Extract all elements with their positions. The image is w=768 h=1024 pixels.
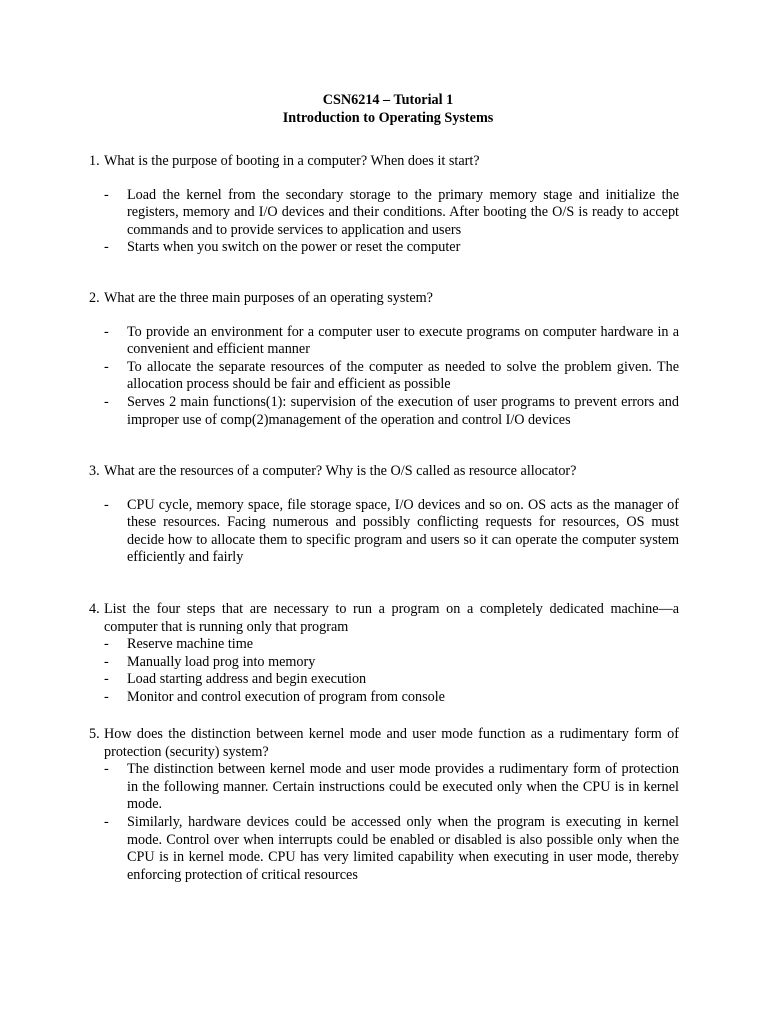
- question-body: How does the distinction between kernel mode and user mode function as a rudimentary form of protection (security) system?: [104, 726, 679, 760]
- answer-item: - Load the kernel from the secondary storage to the primary memory stage and initialize the registers, memory and I/O devices and their conditions. After booting the O/S is ready to accept commands and to provide services to application and users: [104, 186, 679, 238]
- question-text: [89, 153, 679, 171]
- bullet-dash: -: [104, 323, 109, 340]
- answer-list: [89, 761, 679, 884]
- question-text: [89, 463, 679, 481]
- title-course: CSN6214 – Tutorial 1: [322, 92, 454, 108]
- question-5: [89, 726, 679, 884]
- question-text: [89, 290, 679, 308]
- answer-list: [89, 497, 679, 567]
- answer-item: - Monitor and control execution of program from console: [104, 688, 445, 705]
- answer-list: [89, 636, 679, 706]
- bullet-dash: -: [104, 358, 109, 375]
- bullet-dash: -: [104, 688, 109, 705]
- question-body: What is the purpose of booting in a computer? When does it start?: [104, 153, 480, 169]
- question-text: [89, 726, 679, 761]
- answer-item: - To allocate the separate resources of the computer as needed to solve the problem given. The allocation process should be fair and efficient as possible: [104, 358, 679, 393]
- question-text: [89, 601, 679, 636]
- question-body: What are the three main purposes of an operating system?: [104, 290, 433, 306]
- question-number: 1.: [89, 153, 100, 169]
- bullet-dash: -: [104, 393, 109, 410]
- question-3: [89, 463, 679, 567]
- question-body: List the four steps that are necessary to run a program on a completely dedicated machine—a computer that is running only that program: [104, 601, 679, 635]
- question-number: 3.: [89, 463, 100, 479]
- bullet-dash: -: [104, 671, 109, 688]
- question-body: What are the resources of a computer? Why is the O/S called as resource allocator?: [104, 463, 577, 479]
- question-number: 5.: [89, 726, 100, 742]
- question-number: 2.: [89, 290, 100, 306]
- question-1: [89, 153, 679, 257]
- answer-item: - The distinction between kernel mode and user mode provides a rudimentary form of protection in the following manner. Certain instructions could be executed only when the CPU is in kernel mode.: [104, 761, 679, 813]
- bullet-dash: -: [104, 813, 109, 830]
- answer-item: - Manually load prog into memory: [104, 653, 316, 670]
- question-4: [89, 601, 679, 707]
- answer-item: - Serves 2 main functions(1): supervision of the execution of user programs to prevent errors and improper use of comp(2)management of the operation and control I/O devices: [104, 393, 679, 428]
- bullet-dash: -: [104, 496, 109, 513]
- answer-item: - Reserve machine time: [104, 636, 254, 653]
- answer-item: - Similarly, hardware devices could be accessed only when the program is executing in kernel mode. Control over when interrupts could be enabled or disabled is also possible only when the CPU is in kernel mode. CPU has very limited capability when executing in user mode, thereby enforcing protection of critical resources: [104, 813, 679, 883]
- title-topic: Introduction to Operating Systems: [282, 109, 494, 126]
- bullet-dash: -: [104, 239, 109, 256]
- answer-item: - Starts when you switch on the power or reset the computer: [104, 239, 461, 256]
- bullet-dash: -: [104, 653, 109, 670]
- document-title: [0, 92, 768, 127]
- bullet-dash: -: [104, 761, 109, 778]
- bullet-dash: -: [104, 636, 109, 653]
- question-2: [89, 290, 679, 429]
- answer-item: - To provide an environment for a computer user to execute programs on computer hardware in a convenient and efficient manner: [104, 323, 679, 358]
- answer-item: - Load starting address and begin execution: [104, 671, 367, 688]
- question-number: 4.: [89, 601, 100, 617]
- answer-item: - CPU cycle, memory space, file storage space, I/O devices and so on. OS acts as the manager of these resources. Facing numerous and possibly conflicting requests for resources, OS must decide how to allocate them to specific program and users so it can operate the computer system efficiently and fairly: [104, 496, 679, 566]
- answer-list: [89, 324, 679, 430]
- bullet-dash: -: [104, 186, 109, 203]
- answer-list: [89, 187, 679, 257]
